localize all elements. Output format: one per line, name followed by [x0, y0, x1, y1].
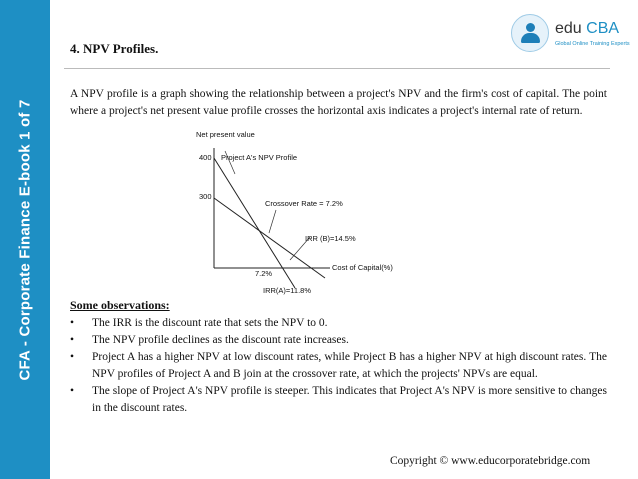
bullet: •: [70, 317, 75, 329]
irr-a-label: IRR(A)=11.8%: [263, 286, 312, 295]
observations-heading: Some observations:: [70, 298, 170, 312]
npv-profile-chart: [195, 128, 405, 296]
project-a-label: Project A's NPV Profile: [221, 153, 298, 162]
sidebar: [0, 0, 50, 479]
educba-logo: [511, 14, 630, 56]
list-item-text: The IRR is the discount rate that sets the NPV to 0.: [92, 317, 328, 329]
list-item: [70, 315, 607, 332]
copyright-footer: Copyright © www.educorporatebridge.com: [390, 455, 591, 467]
section-title: 4. NPV Profiles.: [70, 41, 159, 56]
y-tick-400: 400: [199, 153, 212, 162]
list-item-text: The NPV profile declines as the discount rate increases.: [92, 334, 349, 346]
bullet: •: [70, 351, 75, 363]
list-item: [70, 332, 607, 349]
observations-list: [70, 315, 607, 417]
irr-b-label: IRR (B)=14.5%: [305, 234, 356, 243]
y-tick-300: 300: [199, 192, 212, 201]
bullet: •: [70, 334, 75, 346]
logo-wordmark: edu CBA: [555, 20, 620, 37]
crossover-label: Crossover Rate = 7.2%: [265, 199, 343, 208]
list-item: [70, 383, 607, 417]
sidebar-title: CFA - Corporate Finance E-book 1 of 7: [16, 99, 34, 381]
y-axis-title: Net present value: [196, 130, 255, 139]
crossover-tick: 7.2%: [255, 269, 273, 278]
list-item-text: Project A has a higher NPV at low discount rates, while Project B has a higher NPV at high discount rates. The NPV profiles of Project A and B join at the crossover rate, at which the projects' NPVs are equal.: [92, 351, 607, 380]
crossover-pointer: [269, 210, 276, 233]
intro-paragraph: A NPV profile is a graph showing the relationship between a project's NPV and the firm's cost of capital. The point where a project's net present value profile crosses the horizontal axis indicates a project's internal rate of return.: [70, 88, 607, 117]
x-axis-label: Cost of Capital(%): [332, 263, 393, 272]
list-item: [70, 349, 607, 383]
title-divider: [64, 68, 610, 69]
logo-tagline: Global Online Training Experts: [555, 41, 630, 47]
list-item-text: The slope of Project A's NPV profile is steeper. This indicates that Project A's NPV is more sensitive to changes in the discount rates.: [92, 385, 607, 414]
bullet: •: [70, 385, 75, 397]
graduate-icon: [511, 14, 549, 52]
